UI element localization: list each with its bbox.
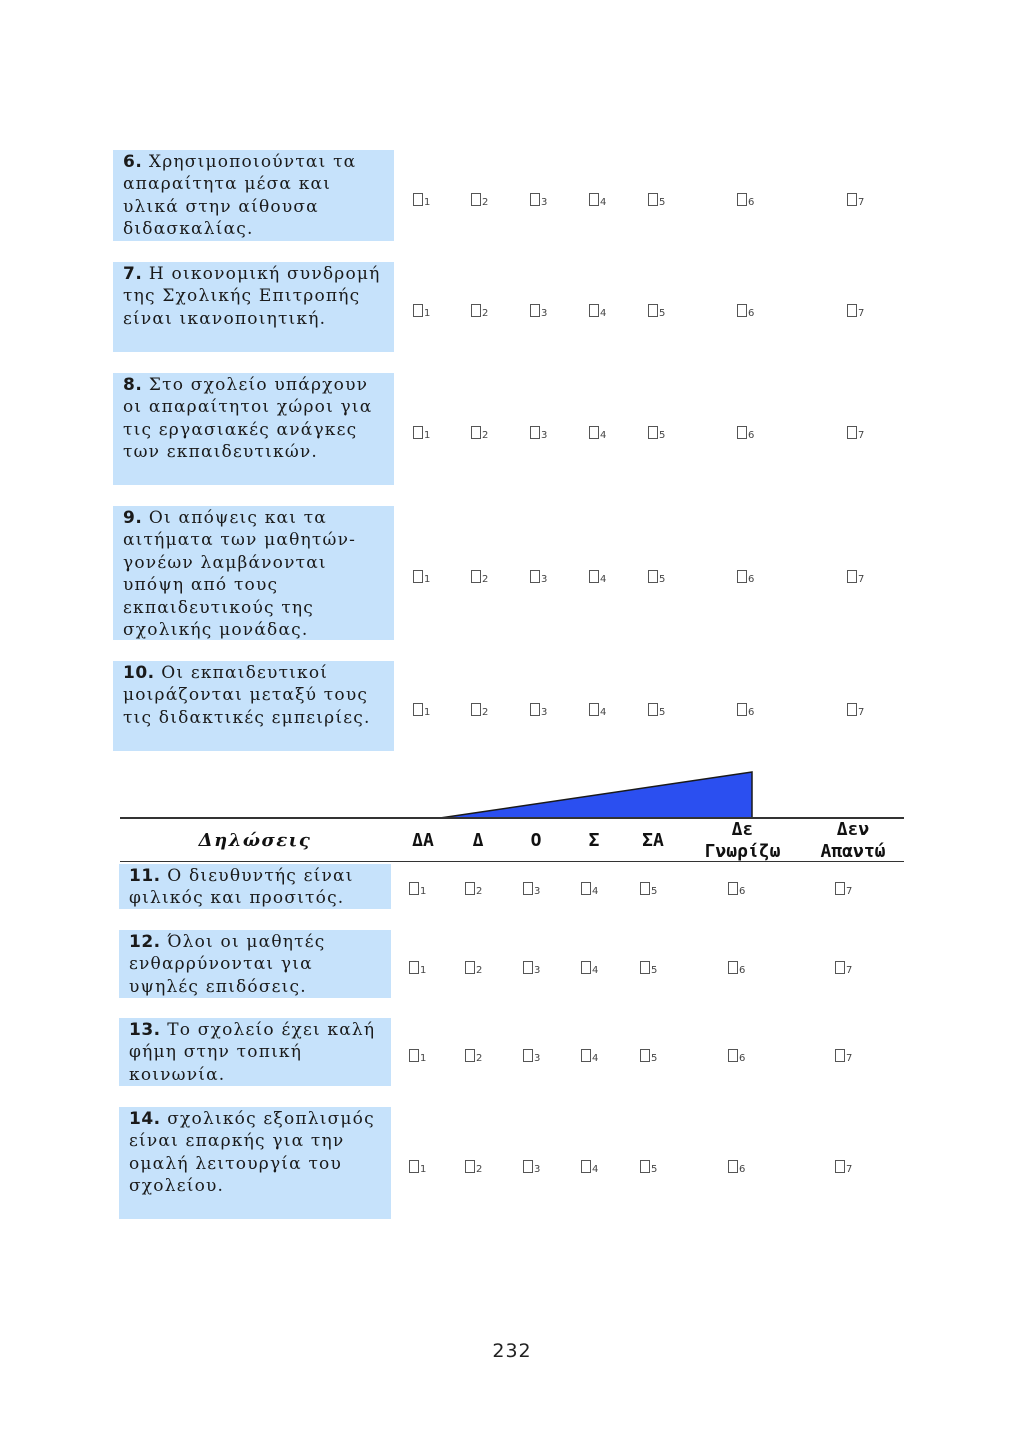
checkbox-icon[interactable] [581,1049,591,1062]
checkbox-icon[interactable] [465,882,475,895]
option-checkbox[interactable]: 3 [523,878,540,898]
option-checkbox[interactable]: 5 [648,699,665,719]
column-header-sa: ΣΑ [642,830,664,851]
option-checkbox[interactable]: 3 [530,189,547,209]
checkbox-icon[interactable] [835,961,845,974]
question-number: 14. [129,1109,161,1129]
option-checkbox[interactable]: 6 [728,1045,745,1065]
checkbox-icon[interactable] [640,1160,650,1173]
option-checkbox[interactable]: 7 [847,300,864,320]
checkbox-icon[interactable] [413,304,423,317]
checkbox-icon[interactable] [847,703,857,716]
option-checkbox[interactable]: 7 [835,1045,852,1065]
question-number: 13. [129,1020,161,1040]
checkbox-icon[interactable] [728,882,738,895]
checkbox-icon[interactable] [413,193,423,206]
question-label: Ο διευθυντής είναι φιλικός και προσιτός. [129,866,354,909]
no-answer-line2: Απαντώ [820,841,886,862]
question-text [113,506,394,640]
checkbox-icon[interactable] [409,1049,419,1062]
option-checkbox[interactable]: 4 [589,189,606,209]
option-checkbox[interactable]: 6 [728,1156,745,1176]
column-header-no-answer [803,819,903,863]
option-checkbox[interactable]: 2 [465,1045,482,1065]
option-checkbox[interactable]: 4 [589,422,606,442]
option-checkbox[interactable]: 7 [847,699,864,719]
checkbox-icon[interactable] [648,703,658,716]
option-checkbox[interactable]: 4 [581,957,598,977]
question-number: 9. [123,508,143,528]
option-checkbox[interactable]: 5 [640,1045,657,1065]
option-checkbox[interactable]: 5 [640,878,657,898]
option-checkbox[interactable]: 5 [648,566,665,586]
checkbox-icon[interactable] [409,882,419,895]
option-checkbox[interactable]: 2 [471,189,488,209]
question-label: Όλοι οι μαθητές ενθαρρύνονται για υψηλές επιδόσεις. [129,932,326,997]
checkbox-icon[interactable] [465,1049,475,1062]
question-text [119,1107,391,1219]
option-checkbox[interactable]: 7 [847,566,864,586]
checkbox-icon[interactable] [409,1160,419,1173]
option-checkbox[interactable]: 1 [409,957,426,977]
option-checkbox[interactable]: 1 [413,422,430,442]
checkbox-icon[interactable] [589,703,599,716]
option-checkbox[interactable]: 4 [581,1045,598,1065]
option-checkbox[interactable]: 6 [737,189,754,209]
checkbox-icon[interactable] [835,1049,845,1062]
option-checkbox[interactable]: 4 [589,566,606,586]
option-checkbox[interactable]: 1 [413,566,430,586]
question-number: 12. [129,932,161,952]
column-header-dont-know [690,819,795,863]
option-checkbox[interactable]: 6 [737,566,754,586]
checkbox-icon[interactable] [648,426,658,439]
option-checkbox[interactable]: 6 [728,878,745,898]
checkbox-icon[interactable] [465,1160,475,1173]
option-checkbox[interactable]: 6 [737,300,754,320]
checkbox-icon[interactable] [835,1160,845,1173]
question-label: Οι εκπαιδευτικοί μοιράζονται μεταξύ τους τις διδακτικές εμπειρίες. [123,663,371,728]
checkbox-icon[interactable] [640,961,650,974]
page-number: 232 [492,1340,532,1362]
option-checkbox[interactable]: 7 [835,878,852,898]
question-number: 7. [123,264,143,284]
option-checkbox[interactable]: 5 [648,300,665,320]
checkbox-icon[interactable] [471,703,481,716]
checkbox-icon[interactable] [530,193,540,206]
checkbox-icon[interactable] [530,426,540,439]
question-label: Οι απόψεις και τα αιτήματα των μαθητών-γονέων λαμβάνονται υπόψη από τους εκπαιδευτικούς της σχολικής μονάδας. [123,508,357,641]
checkbox-icon[interactable] [413,570,423,583]
option-checkbox[interactable]: 2 [471,566,488,586]
checkbox-icon[interactable] [728,961,738,974]
option-checkbox[interactable]: 2 [465,957,482,977]
checkbox-icon[interactable] [471,570,481,583]
checkbox-icon[interactable] [640,1049,650,1062]
question-text [119,930,391,998]
checkbox-icon[interactable] [581,961,591,974]
column-header-da: ΔΑ [412,830,434,851]
checkbox-icon[interactable] [640,882,650,895]
option-checkbox[interactable]: 7 [847,189,864,209]
option-checkbox[interactable]: 5 [648,189,665,209]
option-checkbox[interactable]: 1 [413,300,430,320]
question-text [113,150,394,241]
column-header-o: Ο [530,830,542,851]
checkbox-icon[interactable] [471,426,481,439]
question-text [113,373,394,485]
dont-know-line2: Γνωρίζω [704,841,781,862]
checkbox-icon[interactable] [589,193,599,206]
option-checkbox[interactable]: 3 [523,1156,540,1176]
question-text [119,1018,391,1086]
checkbox-icon[interactable] [648,570,658,583]
checkbox-icon[interactable] [523,882,533,895]
option-checkbox[interactable]: 2 [471,699,488,719]
checkbox-icon[interactable] [471,304,481,317]
option-checkbox[interactable]: 5 [640,1156,657,1176]
question-label: Η οικονομική συνδρομή της Σχολικής Επιτροπής είναι ικανοποιητική. [123,264,381,329]
scale-wedge-shape [440,772,752,818]
question-label: σχολικός εξοπλισμός είναι επαρκής για την ομαλή λειτουργία του σχολείου. [129,1109,375,1197]
checkbox-icon[interactable] [737,304,747,317]
checkbox-icon[interactable] [737,426,747,439]
checkbox-icon[interactable] [523,961,533,974]
option-checkbox[interactable]: 1 [409,1045,426,1065]
option-checkbox[interactable]: 5 [648,422,665,442]
checkbox-icon[interactable] [728,1160,738,1173]
question-number: 10. [123,663,155,683]
column-header-statements: Δηλώσεις [198,830,312,851]
checkbox-icon[interactable] [409,961,419,974]
checkbox-icon[interactable] [847,193,857,206]
option-checkbox[interactable]: 5 [640,957,657,977]
option-checkbox[interactable]: 3 [530,699,547,719]
option-checkbox[interactable]: 1 [413,699,430,719]
question-text [119,864,391,909]
checkbox-icon[interactable] [648,193,658,206]
no-answer-line1: Δεν [836,819,870,840]
checkbox-icon[interactable] [523,1160,533,1173]
agreement-scale-wedge [0,765,1024,825]
column-header-s: Σ [588,830,600,851]
question-label: Χρησιμοποιούνται τα απαραίτητα μέσα και υλικά στην αίθουσα διδασκαλίας. [123,152,357,240]
checkbox-icon[interactable] [523,1049,533,1062]
checkbox-icon[interactable] [737,570,747,583]
option-checkbox[interactable]: 4 [581,1156,598,1176]
option-checkbox[interactable]: 1 [409,878,426,898]
option-checkbox[interactable]: 3 [523,1045,540,1065]
option-checkbox[interactable]: 6 [737,699,754,719]
option-checkbox[interactable]: 3 [523,957,540,977]
checkbox-icon[interactable] [728,1049,738,1062]
option-checkbox[interactable]: 2 [471,300,488,320]
option-checkbox[interactable]: 2 [465,878,482,898]
checkbox-icon[interactable] [737,703,747,716]
option-checkbox[interactable]: 1 [413,189,430,209]
option-checkbox[interactable]: 7 [835,1156,852,1176]
dont-know-line1: Δε [731,819,754,840]
column-header-d: Δ [472,830,484,851]
checkbox-icon[interactable] [530,570,540,583]
option-checkbox[interactable]: 3 [530,566,547,586]
option-checkbox[interactable]: 1 [409,1156,426,1176]
question-number: 11. [129,866,161,886]
checkbox-icon[interactable] [648,304,658,317]
question-text [113,661,394,751]
option-checkbox[interactable]: 2 [471,422,488,442]
checkbox-icon[interactable] [847,304,857,317]
checkbox-icon[interactable] [413,426,423,439]
option-checkbox[interactable]: 4 [581,878,598,898]
question-label: Το σχολείο έχει καλή φήμη στην τοπική κοινωνία. [129,1020,376,1085]
option-checkbox[interactable]: 3 [530,422,547,442]
question-number: 8. [123,375,143,395]
checkbox-icon[interactable] [737,193,747,206]
table-header-rule [120,861,904,862]
option-checkbox[interactable]: 7 [835,957,852,977]
option-checkbox[interactable]: 6 [728,957,745,977]
checkbox-icon[interactable] [530,304,540,317]
option-checkbox[interactable]: 3 [530,300,547,320]
checkbox-icon[interactable] [581,882,591,895]
option-checkbox[interactable]: 4 [589,300,606,320]
checkbox-icon[interactable] [465,961,475,974]
question-label: Στο σχολείο υπάρχουν οι απαραίτητοι χώροι για τις εργασιακές ανάγκες των εκπαιδευτικών. [123,375,373,463]
question-text [113,262,394,352]
checkbox-icon[interactable] [413,703,423,716]
checkbox-icon[interactable] [471,193,481,206]
checkbox-icon[interactable] [530,703,540,716]
checkbox-icon[interactable] [589,570,599,583]
option-checkbox[interactable]: 7 [847,422,864,442]
option-checkbox[interactable]: 4 [589,699,606,719]
checkbox-icon[interactable] [581,1160,591,1173]
option-checkbox[interactable]: 2 [465,1156,482,1176]
checkbox-icon[interactable] [847,570,857,583]
checkbox-icon[interactable] [847,426,857,439]
option-checkbox[interactable]: 6 [737,422,754,442]
checkbox-icon[interactable] [835,882,845,895]
checkbox-icon[interactable] [589,426,599,439]
checkbox-icon[interactable] [589,304,599,317]
question-number: 6. [123,152,143,172]
